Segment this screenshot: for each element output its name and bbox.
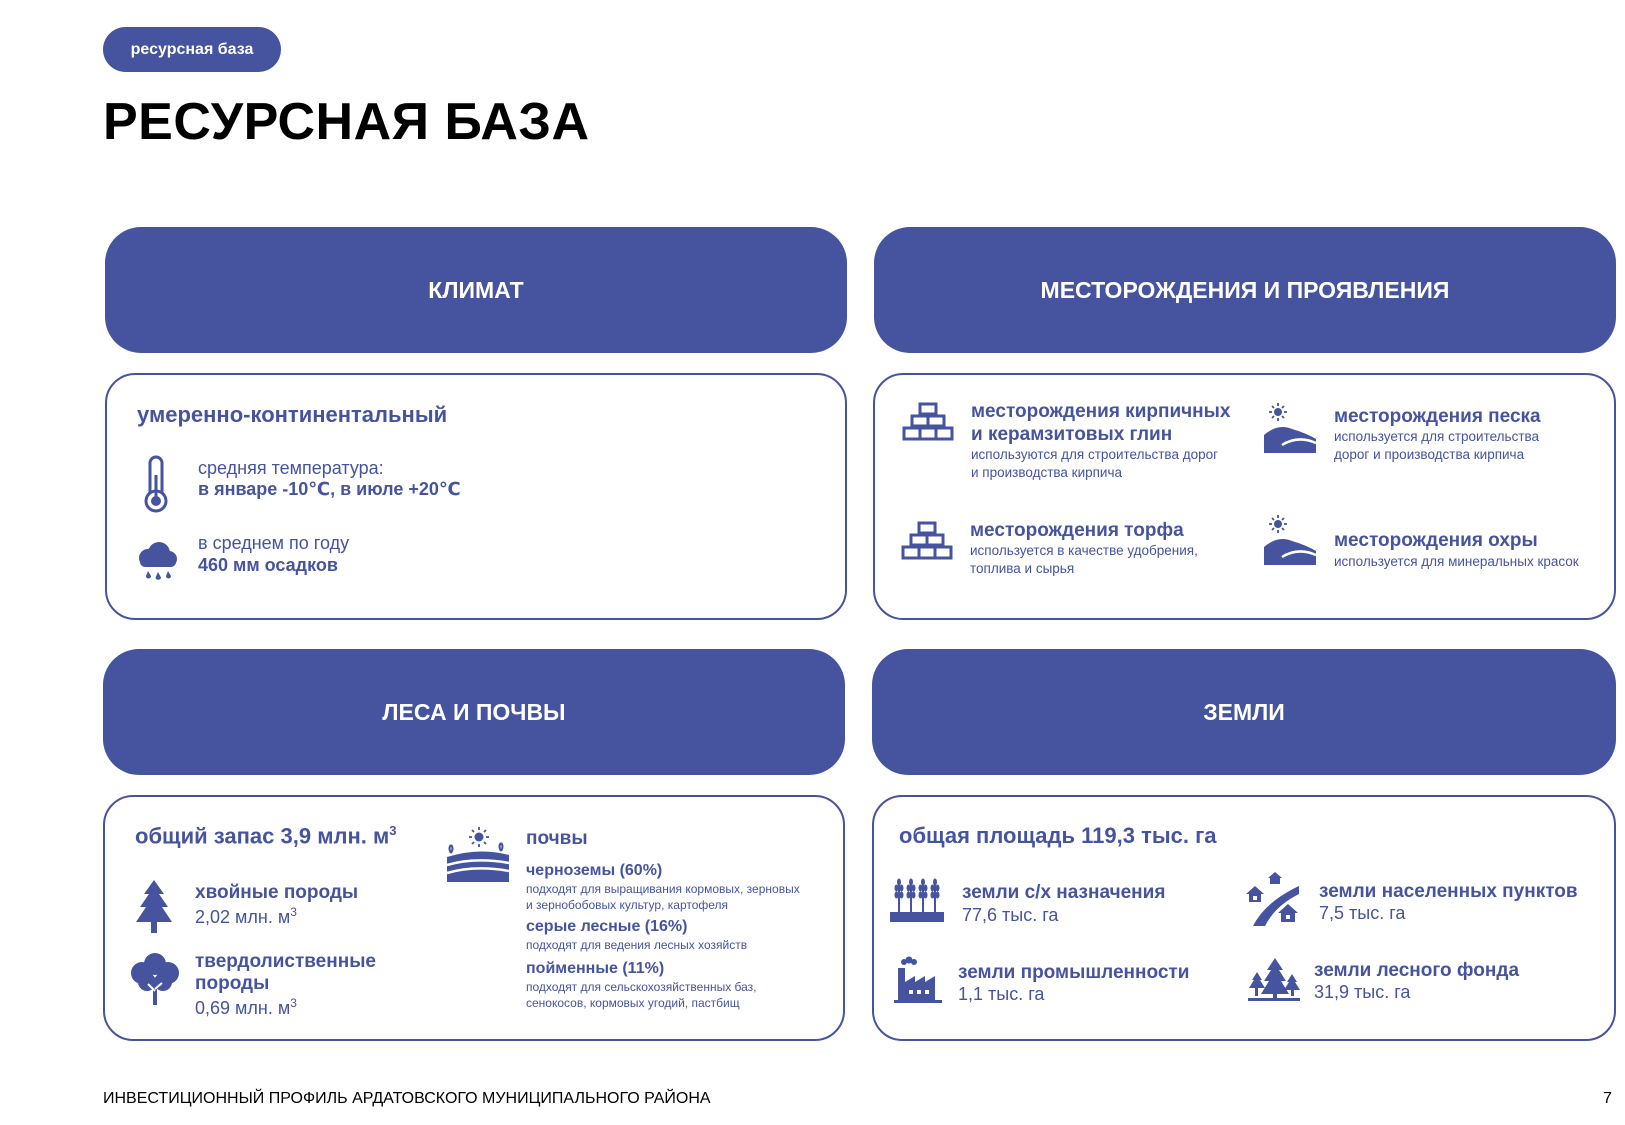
deposit-sand-desc-line1: используется для строительства [1334,429,1540,444]
coniferous-label: хвойные породы [195,882,359,903]
ochre-dunes-icon [1262,515,1318,567]
soil-floodplain-desc-line2: сенокосов, кормовых угодий, пастбищ [526,996,740,1010]
deposit-peat-desc-line1: используется в качестве удобрения, [970,543,1198,558]
land-agri-label: земли с/х назначения [962,882,1166,903]
climate-header: КЛИМАТ [105,227,847,353]
soil-grey-forest-desc: подходят для ведения лесных хозяйств [526,938,748,952]
footer-text: ИНВЕСТИЦИОННЫЙ ПРОФИЛЬ АРДАТОВСКОГО МУНИЦИПАЛЬНОГО РАЙОНА [103,1090,711,1107]
conifer-tree-icon [133,878,175,934]
rain-cloud-icon [134,541,180,581]
deposit-ochre-desc: используется для минеральных красок [1334,554,1579,569]
temp-label: средняя температура: [198,458,384,478]
precip-value: 460 мм осадков [198,555,338,575]
deposit-sand-title: месторождения песка [1334,406,1541,427]
forests-header: ЛЕСА И ПОЧВЫ [103,649,845,775]
deposit-clay-desc-line2: и производства кирпича [971,465,1123,480]
sand-dunes-icon [1262,403,1318,455]
temp-value: в январе -10℃, в июле +20℃ [198,479,461,499]
coniferous-value [195,905,297,928]
soil-chernozem-name: черноземы (60%) [526,862,663,879]
deposits-header: МЕСТОРОЖДЕНИЯ И ПРОЯВЛЕНИЯ [874,227,1616,353]
lands-header: ЗЕМЛИ [872,649,1616,775]
precip-label: в среднем по году [198,533,350,553]
land-forest-fund-value: 31,9 тыс. га [1314,982,1411,1002]
thermometer-icon [143,455,169,513]
page-number: 7 [1603,1090,1612,1107]
soil-floodplain-name: пойменные (11%) [526,960,665,977]
deposit-ochre-title: месторождения охры [1334,530,1538,551]
climate-type: умеренно-континентальный [137,402,448,427]
peat-stack-icon [900,521,954,561]
land-settlement-label: земли населенных пунктов [1319,881,1578,902]
hardwood-value-text: 0,69 млн. м [195,998,291,1018]
land-industry-label: земли промышленности [958,962,1190,983]
deposit-clay-desc-line1: используются для строительства дорог [971,447,1219,462]
soils-title: почвы [526,828,588,849]
deciduous-tree-icon [127,951,183,1007]
section-pill: ресурсная база [103,27,281,72]
soil-floodplain-desc-line1: подходят для сельскохозяйственных баз, [526,980,757,994]
deposit-peat-title: месторождения торфа [970,520,1184,541]
soil-grey-forest-name: серые лесные (16%) [526,918,688,935]
deposit-peat-desc-line2: топлива и сырья [970,561,1075,576]
hardwood-label-line2: породы [195,973,270,994]
hardwood-label-line1: твердолиственные [195,951,376,972]
hardwood-value [195,996,297,1019]
lands-total: общая площадь 119,3 тыс. га [899,823,1217,848]
coniferous-value-text: 2,02 млн. м [195,907,291,927]
forest-total-sup: 3 [389,823,397,838]
deposit-clay-title-line2: и керамзитовых глин [971,424,1173,445]
brick-stack-icon [901,402,955,442]
page-title: РЕСУРСНАЯ БАЗА [103,93,590,151]
hardwood-value-sup: 3 [290,996,297,1010]
land-settlement-value: 7,5 тыс. га [1319,903,1406,923]
land-agri-value: 77,6 тыс. га [962,905,1059,925]
forest-total [135,823,396,849]
soil-chernozem-desc-line2: и зернобобовых культур, картофеля [526,898,729,912]
land-industry-value: 1,1 тыс. га [958,984,1045,1004]
settlement-road-icon [1245,872,1305,928]
forest-total-text: общий запас 3,9 млн. м [135,823,390,849]
deposit-clay-title-line1: месторождения кирпичных [971,401,1231,422]
field-sun-icon [445,827,511,883]
wheat-field-icon [889,876,945,924]
land-forest-fund-label: земли лесного фонда [1314,960,1520,981]
forest-fund-icon [1247,956,1301,1002]
soil-chernozem-desc-line1: подходят для выращивания кормовых, зерновых [526,882,800,896]
factory-icon [893,956,943,1004]
deposit-sand-desc-line2: дорог и производства кирпича [1334,447,1525,462]
coniferous-value-sup: 3 [290,905,297,919]
